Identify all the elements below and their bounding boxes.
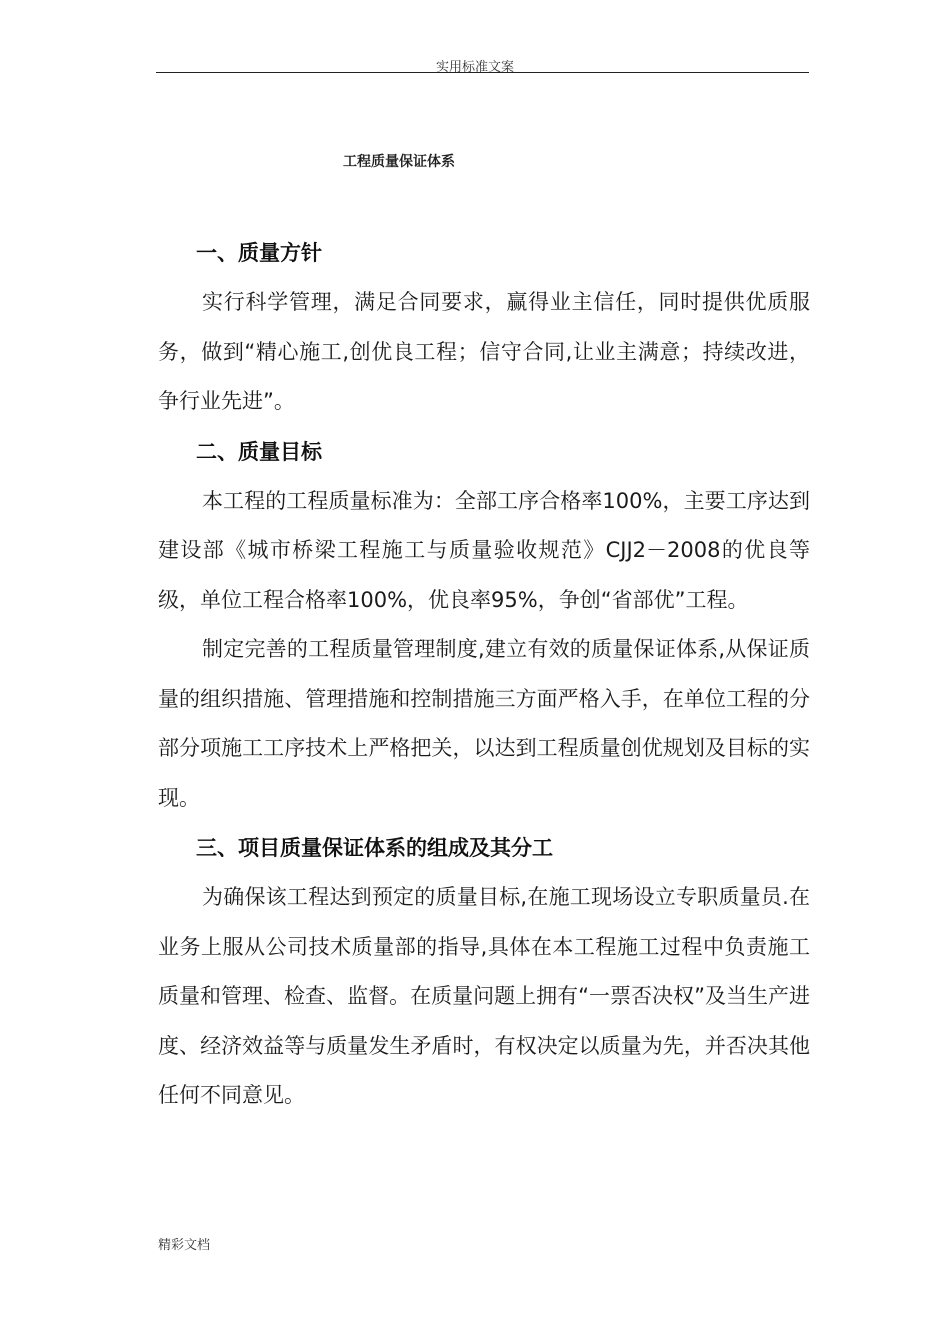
section-heading: 二、质量目标 — [196, 439, 322, 464]
section-heading: 一、质量方针 — [196, 241, 322, 265]
header-divider — [156, 72, 809, 73]
document-title: 工程质量保证体系 — [343, 154, 455, 170]
document-body — [158, 228, 810, 1121]
paragraph: 本工程的工程质量标准为：全部工序合格率100%，主要工序达到建设部《城市桥梁工程施工与质量验收规范》CJJ2－2008的优良等级，单位工程合格率100%，优良率95%，争创“省部优”工程。 — [158, 488, 810, 612]
page-header: 实用标准文案 — [435, 60, 514, 75]
section-quality-policy — [158, 228, 810, 427]
section-quality-system — [158, 823, 810, 1121]
section-heading: 三、项目质量保证体系的组成及其分工 — [196, 836, 553, 860]
paragraph: 制定完善的工程质量管理制度,建立有效的质量保证体系,从保证质量的组织措施、管理措施和控制措施三方面严格入手，在单位工程的分部分项施工工序技术上严格把关，以达到工程质量创优规划及目标的实现。 — [158, 637, 810, 810]
page-footer: 精彩文档 — [158, 1238, 211, 1253]
paragraph: 实行科学管理，满足合同要求，赢得业主信任，同时提供优质服务，做到“精心施工,创优良工程；信守合同,让业主满意；持续改进，争行业先进”。 — [158, 290, 810, 413]
paragraph: 为确保该工程达到预定的质量目标,在施工现场设立专职质量员.在业务上服从公司技术质量部的指导,具体在本工程施工过程中负责施工质量和管理、检查、监督。在质量问题上拥有“一票否决权”及当生产进度、经济效益等与质量发生矛盾时，有权决定以质量为先，并否决其他任何不同意见。 — [158, 885, 810, 1107]
section-quality-goals — [158, 427, 810, 824]
